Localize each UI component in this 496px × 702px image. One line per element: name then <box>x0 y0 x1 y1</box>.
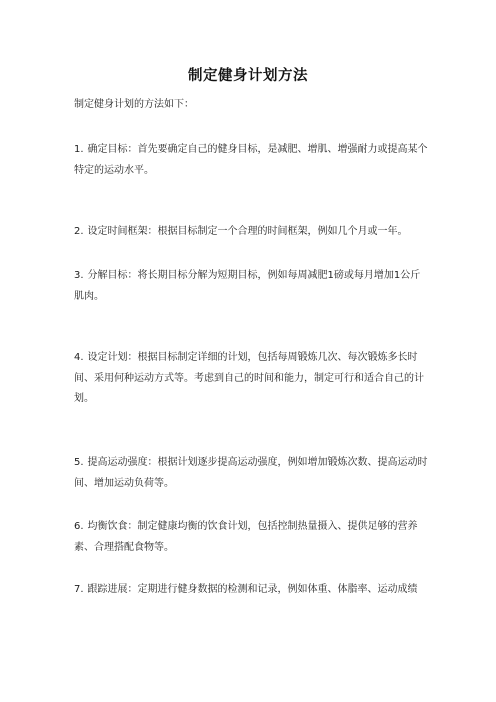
list-item <box>74 266 428 307</box>
item-number: 3. <box>74 270 84 281</box>
list-item <box>74 580 428 601</box>
list-item <box>74 222 428 243</box>
item-number: 5. <box>74 457 84 468</box>
item-text: 提高运动强度：根据计划逐步提高运动强度，例如增加锻炼次数、提高运动时间、增加运动负荷等。 <box>74 457 428 489</box>
item-text: 分解目标：将长期目标分解为短期目标，例如每周减肥1磅或每月增加1公斤肌肉。 <box>74 270 421 302</box>
item-text: 均衡饮食：制定健康均衡的饮食计划，包括控制热量摄入、提供足够的营养素、合理搭配食物等。 <box>74 521 418 553</box>
item-number: 6. <box>74 521 84 532</box>
item-number: 7. <box>74 584 84 595</box>
item-text: 确定目标：首先要确定自己的健身目标，是减肥、增肌、增强耐力或提高某个特定的运动水平。 <box>74 144 428 176</box>
list-item <box>74 517 428 558</box>
list-item <box>74 453 428 494</box>
item-number: 4. <box>74 352 84 363</box>
intro-text: 制定健身计划的方法如下： <box>74 99 194 110</box>
document-title: 制定健身计划方法 <box>188 68 308 84</box>
item-number: 2. <box>74 226 84 237</box>
list-item <box>74 348 428 410</box>
item-number: 1. <box>74 144 84 155</box>
item-text: 设定计划：根据目标制定详细的计划，包括每周锻炼几次、每次锻炼多长时间、采用何种运动方式等。考虑到自己的时间和能力，制定可行和适合自己的计划。 <box>74 352 424 404</box>
list-item <box>74 140 428 181</box>
item-text: 设定时间框架：根据目标制定一个合理的时间框架，例如几个月或一年。 <box>87 226 408 237</box>
item-text: 跟踪进展：定期进行健身数据的检测和记录，例如体重、体脂率、运动成绩 <box>87 584 418 595</box>
